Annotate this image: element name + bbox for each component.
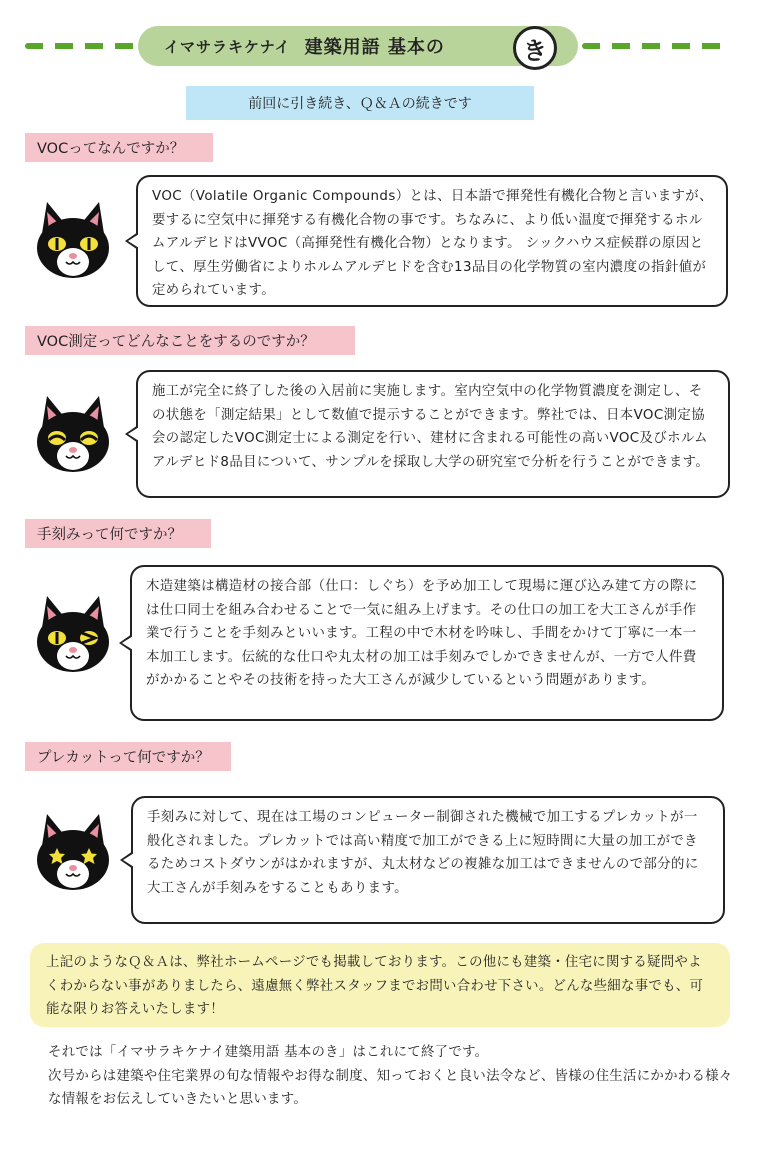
cat-neutral-icon xyxy=(33,198,113,288)
question-label-voc: VOCってなんですか？ xyxy=(25,133,213,162)
closing-text xyxy=(48,1041,738,1112)
ki-badge: き xyxy=(513,26,557,70)
header-dash-right xyxy=(582,43,732,49)
question-label-tekizami: 手刻みって何ですか？ xyxy=(25,519,211,548)
answer-bubble-voc: VOC（Volatile Organic Compounds）とは、日本語で揮発性有機化合物と言いますが、要するに空気中に揮発する有機化合物の事です。ちなみに、より低い温度で揮発するホルムアルデヒドはVVOC（高揮発性有機化合物）となります。 シックハウス症候群の原因として、厚生労働省によりホルムアルデヒドを含む13品目の化学物質の室内濃度の指針値が定められています。 xyxy=(136,175,728,307)
info-note-box: 上記のようなＱ＆Ａは、弊社ホームページでも掲載しております。この他にも建築・住宅に関する疑問やよくわからない事がありましたら、遠慮無く弊社スタッフまでお問い合わせ下さい。どんな些細な事でも、可能な限りお答えいたします！ xyxy=(30,943,730,1027)
closing-line-2: 次号からは建築や住宅業界の旬な情報やお得な制度、知っておくと良い法令など、皆様の住生活にかかわる様々な情報をお伝えしていきたいと思います。 xyxy=(48,1068,733,1108)
closing-line-1: それでは「イマサラキケナイ建築用語 基本のき」はこれにて終了です。 xyxy=(48,1045,489,1060)
answer-bubble-voc-measure: 施工が完全に終了した後の入居前に実施します。室内空気中の化学物質濃度を測定し、その状態を「測定結果」として数値で提示することができます。弊社では、日本VOC測定協会の認定したVOC測定士による測定を行い、建材に含まれる可能性の高いVOC及びホルムアルデヒド8品目について、サンプルを採取し大学の研究室で分析を行うことができます。 xyxy=(136,370,730,498)
cat-wink-icon xyxy=(33,592,113,682)
series-title: イマサラキケナイ xyxy=(164,37,291,56)
answer-bubble-precut: 手刻みに対して、現在は工場のコンピューター制御された機械で加工するプレカットが一般化されました。プレカットでは高い精度で加工ができる上に短時間に大量の加工ができるためコストダウンがはかれますが、丸太材などの複雑な加工はできませんので部分的に大工さんが手刻みをすることもあります。 xyxy=(131,796,725,924)
answer-bubble-tekizami: 木造建築は構造材の接合部（仕口：しぐち）を予め加工して現場に運び込み建て方の際には仕口同士を組み合わせることで一気に組み上げます。その仕口の加工を大工さんが手作業で行うことを手刻みといいます。工程の中で木材を吟味し、手間をかけて丁寧に一本一本加工します。伝統的な仕口や丸太材の加工は手刻みでしかできませんが、一方で人件費がかかることやその技術を持った大工さんが減少しているという問題があります。 xyxy=(130,565,724,721)
main-title: 建築用語 基本の xyxy=(304,37,445,58)
header-dash-left xyxy=(25,43,145,49)
cat-happy-icon xyxy=(33,392,113,482)
header-title-pill xyxy=(138,26,578,66)
cat-star-eyes-icon xyxy=(33,810,113,900)
subtitle-banner: 前回に引き続き、Ｑ＆Ａの続きです xyxy=(186,86,534,120)
question-label-precut: プレカットって何ですか？ xyxy=(25,742,231,771)
question-label-voc-measure: VOC測定ってどんなことをするのですか？ xyxy=(25,326,355,355)
